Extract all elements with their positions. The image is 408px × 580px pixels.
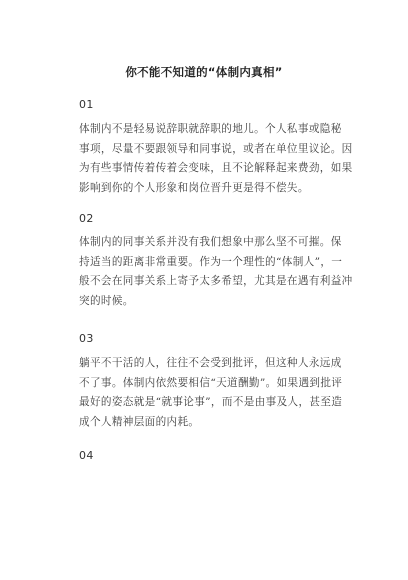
paragraph-line: 为有些事情传着传着会变味，且不论解释起来费劲，如果 <box>79 162 353 175</box>
paragraph-line: 突的时候。 <box>79 294 134 307</box>
section-paragraph-01 <box>79 120 353 198</box>
paragraph-line: 躺平不干活的人，往往不会受到批评，但这种人永远成 <box>79 357 342 369</box>
paragraph-line: 般不会在同事关系上寄予太多希望，尤其是在遇有利益冲 <box>79 275 353 288</box>
paragraph-line: 体制内的同事关系并没有我们想象中那么坚不可摧。保 <box>79 236 342 248</box>
section-paragraph-03 <box>79 354 343 432</box>
document-title: 你不能不知道的“体制内真相” <box>125 65 283 79</box>
paragraph-line: 持适当的距离非常重要。作为一个理性的“体制人”，一 <box>79 255 343 268</box>
paragraph-line: 不了事。体制内依然要相信“天道酬勤”。如果遇到批评 <box>79 376 343 389</box>
section-number-02: 02 <box>79 212 94 225</box>
paragraph-line: 体制内不是轻易说辞职就辞职的地儿。个人私事或隐秘 <box>79 123 342 135</box>
paragraph-line: 事项，尽量不要跟领导和同事说，或者在单位里议论。因 <box>79 142 353 155</box>
paragraph-line: 影响到你的个人形象和岗位晋升更是得不偿失。 <box>79 181 309 194</box>
section-number-04: 04 <box>79 449 94 462</box>
paragraph-line: 成个人精神层面的内耗。 <box>79 415 200 428</box>
paragraph-line: 最好的姿态就是“就事论事”，而不是由事及人，甚至造 <box>79 396 343 409</box>
section-paragraph-02 <box>79 233 353 311</box>
section-number-03: 03 <box>79 332 94 345</box>
section-number-01: 01 <box>79 98 94 111</box>
